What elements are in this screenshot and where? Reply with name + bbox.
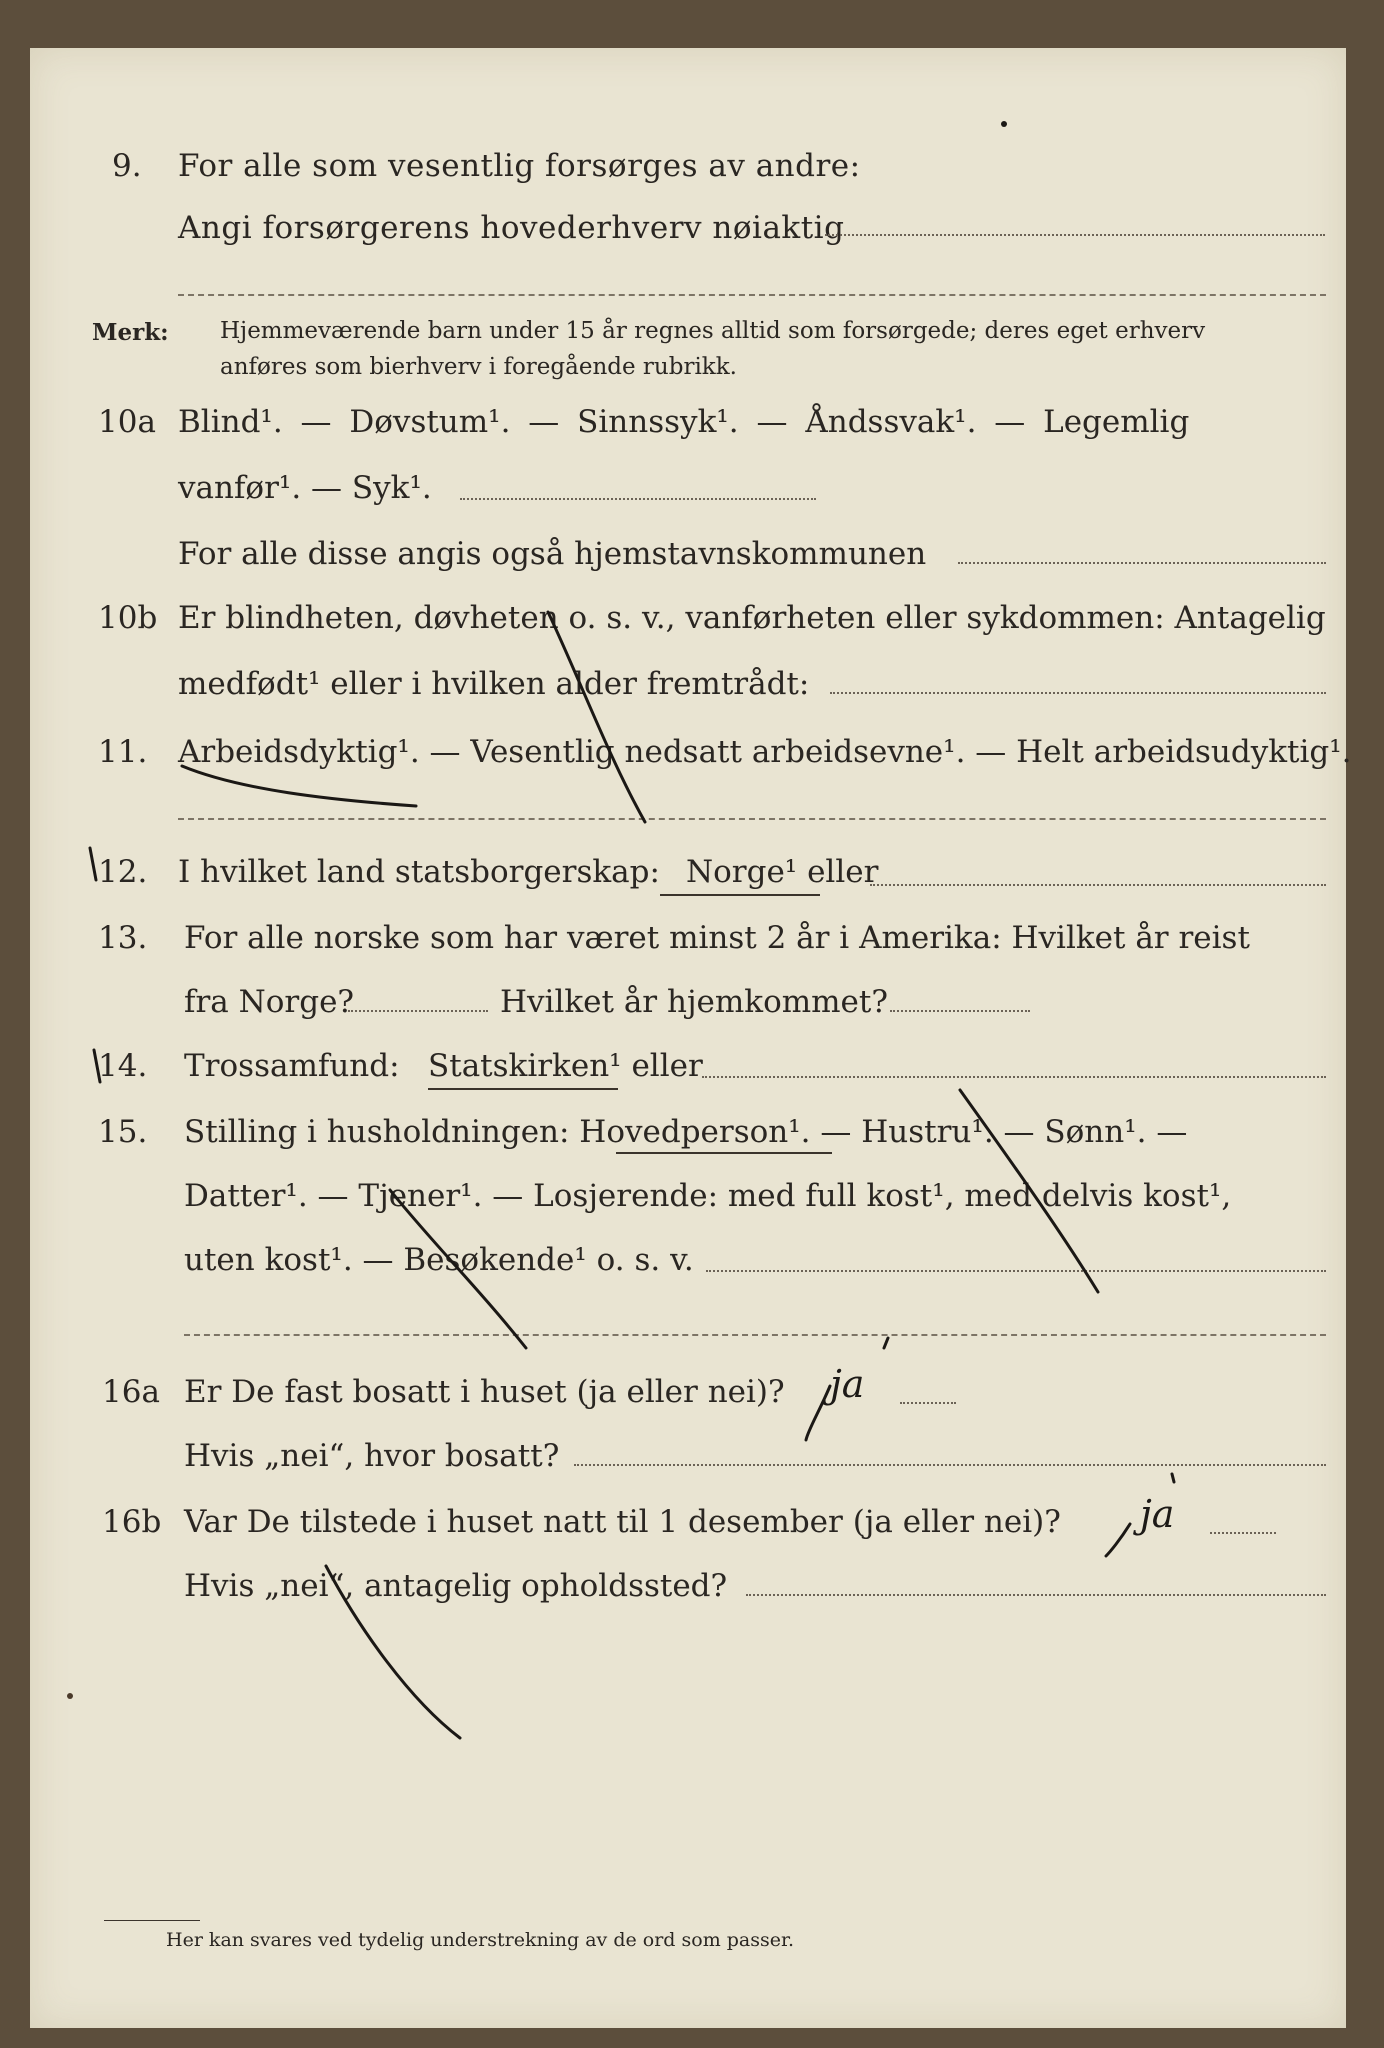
q12-text: I hvilket land statsborgerskap:: [178, 854, 660, 890]
q14-answer: Statskirken¹ eller: [428, 1048, 703, 1084]
q10a-line2: vanfør¹. — Syk¹.: [178, 470, 432, 506]
q15-line3: uten kost¹. — Besøkende¹ o. s. v.: [184, 1242, 694, 1278]
q11-answer-line[interactable]: [178, 818, 1326, 820]
q10a-answer-line[interactable]: [460, 498, 816, 500]
q16a-line1: Er De fast bosatt i huset (ja eller nei)?: [184, 1374, 785, 1410]
q16a-number: 16a: [102, 1374, 160, 1410]
q14-text: Trossamfund:: [184, 1048, 400, 1084]
q16b-number: 16b: [102, 1504, 162, 1540]
q10a-number: 10a: [98, 404, 156, 440]
q16b-line2: Hvis „nei“, antagelig opholdssted?: [184, 1568, 728, 1604]
census-form-page: [30, 48, 1352, 2028]
q10b-answer-line[interactable]: [830, 692, 1326, 694]
q9-line1: For alle som vesentlig forsørges av andre:: [178, 148, 861, 184]
q16a-bosatt-line[interactable]: [574, 1464, 1326, 1466]
q9-number: 9.: [112, 148, 142, 184]
q12-answer: Norge¹ eller: [686, 854, 879, 890]
q15-line2: Datter¹. — Tjener¹. — Losjerende: med full kost¹, med delvis kost¹,: [184, 1178, 1232, 1214]
q9-answer-line[interactable]: [825, 234, 1325, 236]
q10b-line1: Er blindheten, døvheten o. s. v., vanførheten eller sykdommen: Antagelig: [178, 600, 1326, 636]
q10a-line3: For alle disse angis også hjemstavnskommunen: [178, 536, 927, 572]
q16b-opholdssted-line[interactable]: [746, 1594, 1326, 1596]
q12-number: 12.: [98, 854, 148, 890]
q13-number: 13.: [98, 920, 148, 956]
q16a-handwritten-answer[interactable]: ja: [830, 1362, 865, 1406]
q11-number: 11.: [98, 734, 148, 770]
q9-answer-line-2[interactable]: [178, 294, 1326, 296]
q14-underline: [428, 1088, 618, 1090]
q10b-line2: medfødt¹ eller i hvilken alder fremtrådt:: [178, 666, 810, 702]
q16a-answer-line: [900, 1402, 956, 1404]
q13-line1: For alle norske som har været minst 2 år i Amerika: Hvilket år reist: [184, 920, 1250, 956]
q15-underline: [616, 1152, 832, 1154]
q16b-handwritten-answer[interactable]: ja: [1140, 1492, 1175, 1536]
q9-line2: Angi forsørgerens hovederhverv nøiaktig: [178, 210, 845, 246]
q14-answer-line[interactable]: [702, 1076, 1326, 1078]
q10a-hjemstavn-line[interactable]: [958, 562, 1326, 564]
q10b-number: 10b: [98, 600, 158, 636]
q15-number: 15.: [98, 1114, 148, 1150]
q13-line2a: fra Norge?: [184, 984, 355, 1020]
q11-line1: Arbeidsdyktig¹. — Vesentlig nedsatt arbeidsevne¹. — Helt arbeidsudyktig¹.: [178, 734, 1352, 770]
q10a-line1: Blind¹. — Døvstum¹. — Sinnssyk¹. — Åndssvak¹. — Legemlig: [178, 404, 1190, 440]
merk-line1: Hjemmeværende barn under 15 år regnes alltid som forsørgede; deres eget erhverv: [220, 318, 1206, 344]
q15-answer-line-2[interactable]: [184, 1334, 1326, 1336]
footnote-text: Her kan svares ved tydelig understrekning av de ord som passer.: [166, 1929, 795, 1951]
q16b-line1: Var De tilstede i huset natt til 1 desember (ja eller nei)?: [184, 1504, 1061, 1540]
q12-underline: [660, 894, 820, 896]
q16a-line2: Hvis „nei“, hvor bosatt?: [184, 1438, 560, 1474]
q12-answer-line[interactable]: [870, 884, 1326, 886]
q13-hjemkommet-line[interactable]: [890, 1010, 1030, 1012]
q15-line1: Stilling i husholdningen: Hovedperson¹. — Hustru¹. — Sønn¹. —: [184, 1114, 1188, 1150]
q16b-answer-line: [1210, 1532, 1276, 1534]
q13-reist-line[interactable]: [348, 1010, 488, 1012]
q13-line2b: Hvilket år hjemkommet?: [500, 984, 888, 1020]
merk-label: Merk:: [92, 319, 169, 346]
q14-number: 14.: [98, 1048, 148, 1084]
merk-line2: anføres som bierhverv i foregående rubrikk.: [220, 354, 737, 380]
q15-answer-line[interactable]: [706, 1270, 1326, 1272]
footnote-rule: [104, 1920, 200, 1921]
